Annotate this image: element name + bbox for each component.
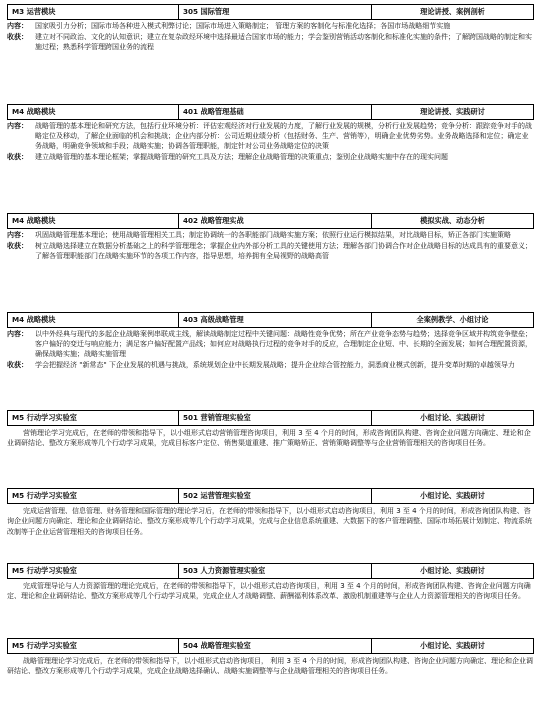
teaching-method: 小组讨论、实践研讨 bbox=[372, 489, 534, 504]
content-text: 巩固战略管理基本理论；使用战略管理相关工具；制定协调统一的各职能部门战略实施方案；依照行业运行模拟结果，对比战略目标，矫正各部门实施策略 bbox=[35, 231, 511, 239]
module-name: M5 行动学习实验室 bbox=[8, 489, 179, 504]
content-label: 内容： bbox=[7, 122, 28, 130]
teaching-method: 小组讨论、实践研讨 bbox=[372, 411, 534, 426]
course-name: 402 战略管理实战 bbox=[179, 214, 372, 229]
teaching-method: 全案例教学、小组讨论 bbox=[372, 313, 534, 328]
content-row bbox=[7, 329, 534, 359]
content-text: 国家吸引力分析；国际市场各种进入模式利弊讨论；国际市场进入策略制定； 管理方案的客制化与标准化选择；各国市场战略细节实施 bbox=[35, 22, 451, 30]
course-description: 完成管理导论与人力资源管理的理论完成后，在老师的带领和指导下，以小组形式启动咨询项目，利用 3 至 4 个月的时间，形成咨询团队构建、咨询企业问题方向确定、理论和企业调研结论、整改方案形成等几个行动学习成果，完成企业人才战略调整、薪酬福利体系改革、激励机制重建等与企业人力资源管理相关的咨询项目任务。 bbox=[7, 582, 531, 601]
module-name: M5 行动学习实验室 bbox=[8, 639, 179, 654]
gain-text: 建立对不同政治、文化的认知意识；建立在复杂政经环境中选择最适合国家市场的能力；学会鉴别营销活动客制化和标准化实施的条件；了解跨国战略的制定和实施过程；熟悉科学管理跨国业务的流程 bbox=[35, 33, 532, 51]
course-header bbox=[7, 312, 534, 328]
course-name: 401 战略管理基础 bbox=[179, 105, 372, 120]
module-name: M5 行动学习实验室 bbox=[8, 564, 179, 579]
gain-label: 收获： bbox=[7, 242, 28, 250]
gain-text: 建立战略管理的基本理论框架；掌握战略管理的研究工具及方法；理解企业战略管理的决策重点；鉴别企业战略实施中存在的现实问题 bbox=[35, 153, 448, 161]
teaching-method: 小组讨论、实践研讨 bbox=[372, 639, 534, 654]
course-header bbox=[7, 638, 534, 654]
content-row bbox=[7, 21, 534, 31]
course-header bbox=[7, 213, 534, 229]
teaching-method: 小组讨论、实践研讨 bbox=[372, 564, 534, 579]
course-header bbox=[7, 488, 534, 504]
gain-row bbox=[7, 241, 534, 261]
course-header bbox=[7, 563, 534, 579]
course-name: 502 运营管理实验室 bbox=[179, 489, 372, 504]
content-text: 战略管理的基本理论和研究方法，包括行业环境分析：评估宏观经济对行业发展的力度，了解行业发展的规模，分析行业发展趋势；竞争分析：跟踪竞争对手的战略定位及移动，了解企业面临的机会和挑战；企业内部分析：公司近期业绩分析（包括财务、生产、营销等），明确企业优势劣势。业务战略选择和定位；确定业务战略，明确竞争领域和手段；战略实施；协调各管理职能，制定针对公司业务战略定位的决策 bbox=[35, 122, 532, 150]
course-block-403 bbox=[7, 312, 534, 370]
gain-label: 收获： bbox=[7, 153, 28, 161]
course-block-501 bbox=[7, 410, 534, 449]
content-text: 以中外经典与现代的多起企业战略案例串联成主线，解读战略制定过程中关键问题：战略性竞争优势；所在产业竞争态势与趋势；选择竞争区域并构筑竞争壁垒；客户偏好的变迁与响应能力；满足客户偏好配置产品线；如何应对战略执行过程的竞争对手的反应，合理制定企业短、中、长期的全面发展；如何合理配置资源，确保战略实施；战略实施管理 bbox=[35, 330, 532, 358]
module-name: M4 战略模块 bbox=[8, 214, 179, 229]
gain-text: 学会把握经济 "新常态" 下企业发展的机遇与挑战，系统规划企业中长期发展战略；提升企业综合管控能力，洞悉商业模式创新，提升变革时期的卓越领导力 bbox=[35, 361, 515, 369]
course-name: 504 战略管理实验室 bbox=[179, 639, 372, 654]
course-header bbox=[7, 104, 534, 120]
gain-label: 收获： bbox=[7, 33, 28, 41]
course-description: 战略管理理论学习完成后，在老师的带领和指导下，以小组形式启动咨询项目， 利用 3 至 4 个月的时间，形成咨询团队构建、咨询企业问题方向确定、理论和企业调研结论、整改方案形成等几个行动学习成果，完成企业战略选择确认、战略实施调整等与企业战略管理相关的咨询项目任务。 bbox=[7, 657, 534, 676]
gain-label: 收获： bbox=[7, 361, 28, 369]
content-row bbox=[7, 230, 534, 240]
course-header bbox=[7, 4, 534, 20]
teaching-method: 模拟实战、动态分析 bbox=[372, 214, 534, 229]
content-label: 内容： bbox=[7, 330, 28, 338]
module-name: M5 行动学习实验室 bbox=[8, 411, 179, 426]
course-name: 403 高级战略管理 bbox=[179, 313, 372, 328]
module-name: M4 战略模块 bbox=[8, 105, 179, 120]
course-block-401 bbox=[7, 104, 534, 162]
module-name: M3 运营模块 bbox=[8, 5, 179, 20]
gain-row bbox=[7, 152, 534, 162]
content-label: 内容： bbox=[7, 22, 28, 30]
course-block-502 bbox=[7, 488, 534, 537]
gain-row bbox=[7, 32, 534, 52]
course-block-504 bbox=[7, 638, 534, 677]
course-name: 501 营销管理实验室 bbox=[179, 411, 372, 426]
gain-row bbox=[7, 360, 534, 370]
course-name: 503 人力资源管理实验室 bbox=[179, 564, 372, 579]
teaching-method: 理论讲授、案例剖析 bbox=[372, 5, 534, 20]
course-header bbox=[7, 410, 534, 426]
module-name: M4 战略模块 bbox=[8, 313, 179, 328]
course-block-305 bbox=[7, 4, 534, 52]
course-description: 完成运营管理、信息管理、财务管理和国际管理的理论学习后，在老师的带领和指导下，以小组形式启动咨询项目，利用 3 至 4 个月的时间，形成咨询团队构建、咨询企业问题方向确定、理论和企业调研结论、整改方案形成等几个行动学习成果，完成与企业信息系统重建、大数据下的客户管理调整、国际市场拓展计划制定、物流系统改制等于企业运营管理相关的咨询项目任务。 bbox=[7, 507, 532, 536]
course-name: 305 国际管理 bbox=[179, 5, 372, 20]
content-row bbox=[7, 121, 534, 151]
course-block-402 bbox=[7, 213, 534, 261]
course-block-503 bbox=[7, 563, 534, 602]
gain-text: 树立战略选择建立在数据分析基础之上的科学管理理念；掌握企业内外部分析工具的关键使用方法；理解各部门协调合作对企业战略目标的达成具有的重要意义；了解各管理职能部门在战略实施环节的各项工作内容，指导思想，培养拥有全局视野的战略高管 bbox=[35, 242, 532, 260]
course-description: 营销理论学习完成后，在老师的带领和指导下，以小组形式启动营销管理咨询项目，利用 3 至 4 个月的时间，形成咨询团队构建、咨询企业问题方向确定、理论和企业调研结论、整改方案形成等几个行动学习成果，完成目标客户定位、销售渠道重建、推广策略矫正、营销策略调整等与企业营销管理相关的咨询项目任务。 bbox=[7, 429, 531, 448]
teaching-method: 理论讲授、实践研讨 bbox=[372, 105, 534, 120]
content-label: 内容： bbox=[7, 231, 28, 239]
